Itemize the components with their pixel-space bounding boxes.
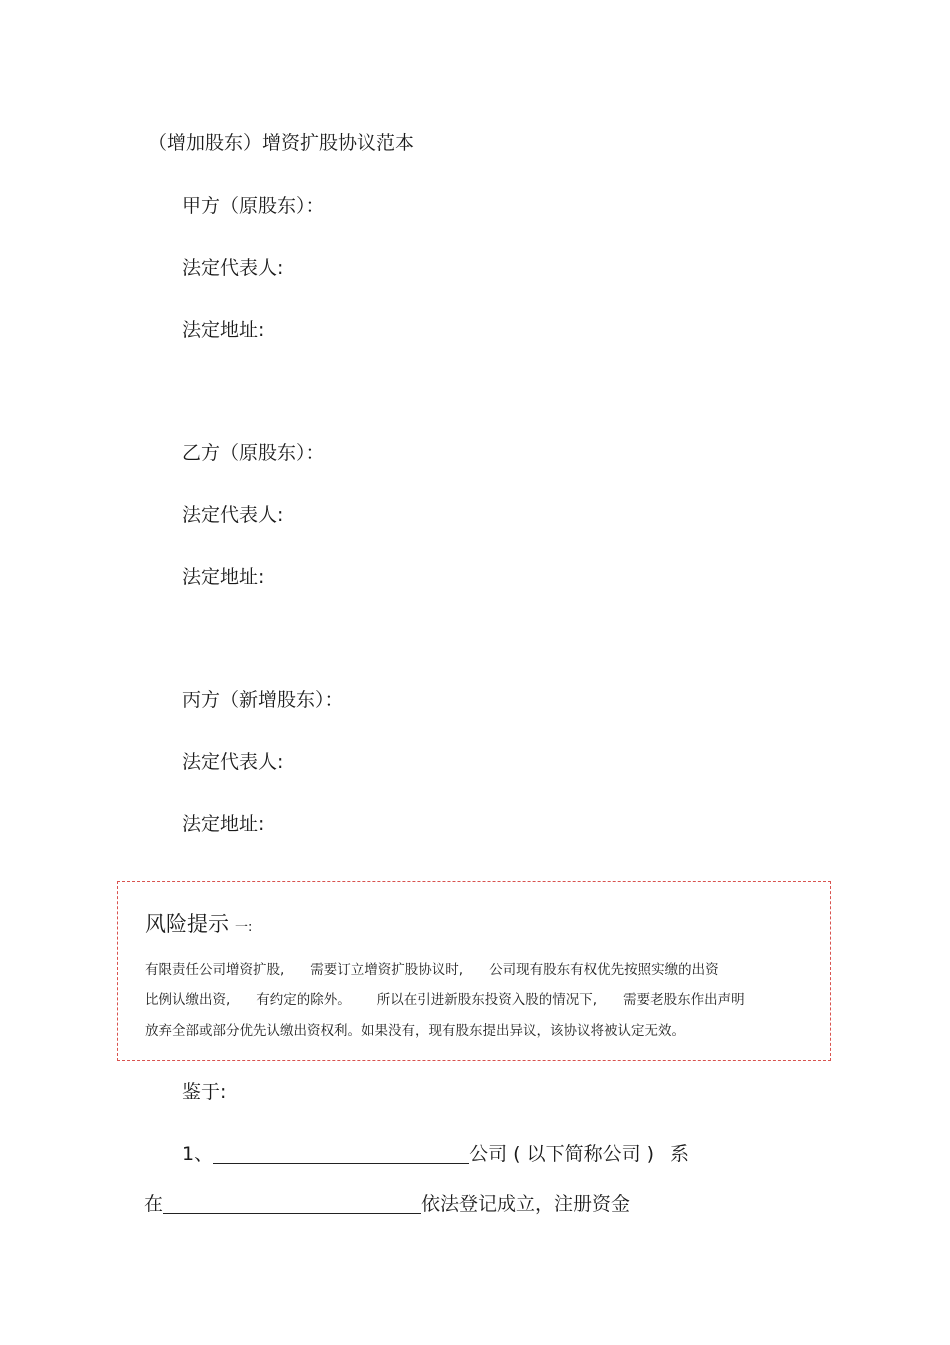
party-b-address: 法定地址:: [182, 566, 265, 588]
clause-1-text-end: 系: [670, 1143, 690, 1165]
risk-line-2-part: 所以在引进新股东投资入股的情况下,: [376, 992, 598, 1008]
party-b-label: 乙方（原股东）：: [182, 442, 325, 464]
registration-place-blank[interactable]: [163, 1193, 421, 1214]
risk-line-2-part: 比例认缴出资,: [145, 992, 231, 1008]
whereas-label: 鉴于:: [182, 1081, 227, 1103]
risk-line-2-part: 需要老股东作出声明: [623, 992, 745, 1008]
clause-1-line-1: [182, 1139, 689, 1166]
clause-1-line-2: [144, 1189, 630, 1216]
risk-title-marker: 一:: [235, 920, 253, 935]
clause-1-number: 1、: [182, 1143, 214, 1165]
party-a-label: 甲方（原股东）：: [182, 195, 325, 217]
company-name-blank[interactable]: [213, 1143, 469, 1164]
risk-line-1-part: 需要订立增资扩股协议时,: [310, 962, 464, 978]
clause-1-prefix: 在: [144, 1193, 164, 1215]
risk-notice-title: [145, 908, 252, 938]
clause-1-registration-text: 依法登记成立，注册资金: [421, 1193, 631, 1215]
risk-line-3: 放弃全部或部分优先认缴出资权利。如果没有，现有股东提出异议，该协议将被认定无效。: [145, 1023, 685, 1039]
risk-line-2-part: 有约定的除外。: [256, 992, 351, 1008]
party-c-rep: 法定代表人:: [182, 751, 284, 773]
party-c-label: 丙方（新增股东）：: [182, 689, 344, 711]
party-a-address: 法定地址:: [182, 319, 265, 341]
risk-title-text: 风险提示: [145, 912, 229, 936]
document-title: （增加股东）增资扩股协议范本: [148, 132, 415, 154]
party-b-rep: 法定代表人:: [182, 504, 284, 526]
party-a-rep: 法定代表人:: [182, 257, 284, 279]
risk-line-2: [145, 988, 745, 1008]
clause-1-text: 公司 ( 以下简称公司 ): [469, 1143, 655, 1165]
risk-line-1: [145, 958, 719, 978]
risk-notice-box: [117, 881, 831, 1061]
party-c-address: 法定地址:: [182, 813, 265, 835]
risk-line-1-part: 公司现有股东有权优先按照实缴的出资: [489, 962, 719, 978]
risk-line-1-part: 有限责任公司增资扩股,: [145, 962, 285, 978]
